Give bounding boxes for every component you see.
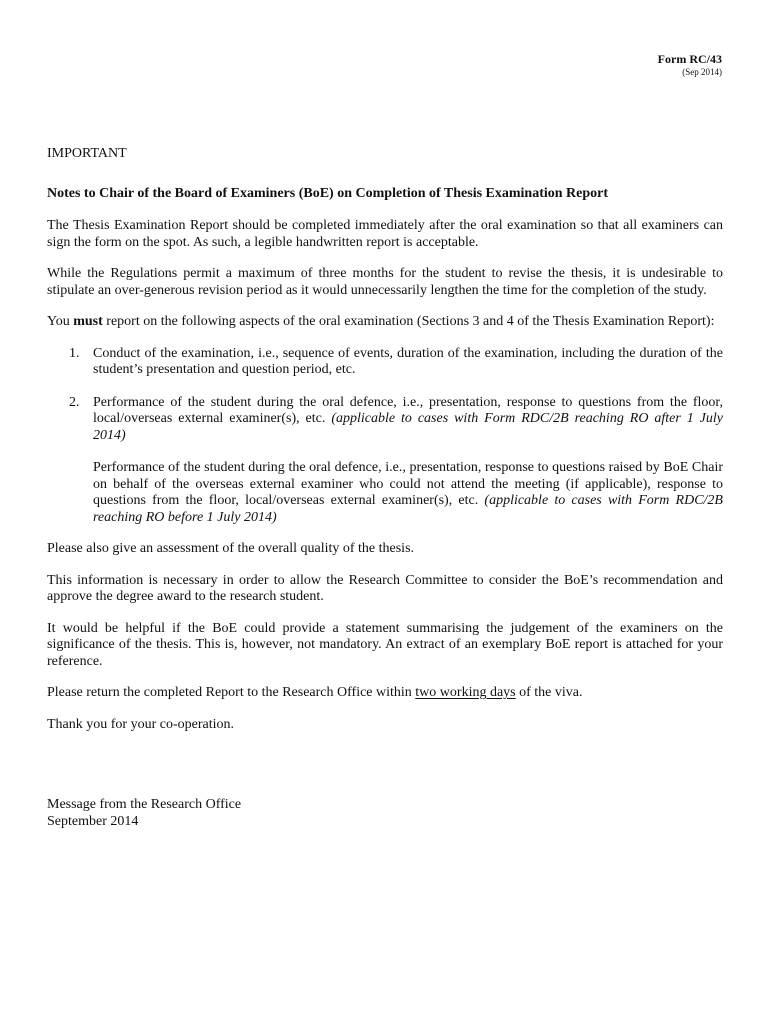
paragraph-report-aspects: [47, 314, 723, 331]
must-emphasis: must: [73, 314, 103, 329]
form-identifier: [658, 53, 722, 77]
list-item-text: Performance of the student during the oral defence, i.e., presentation, response to questions from the floor, local/overseas external examiner(s), etc.: [93, 394, 723, 426]
important-label: IMPORTANT: [47, 146, 127, 161]
paragraph-statement-suggestion: It would be helpful if the BoE could provide a statement summarising the judgement of the examiners on the significance of the thesis. This is, however, not mandatory. An extract of an exemplary BoE report is attached for your reference.: [47, 620, 723, 669]
form-date: (Sep 2014): [682, 66, 722, 77]
form-code: Form RC/43: [657, 52, 722, 66]
list-number: 1.: [69, 345, 80, 361]
p3-post: report on the following aspects of the oral examination (Sections 3 and 4 of the Thesis Examination Report):: [102, 314, 715, 329]
document-body: [47, 146, 723, 830]
list-item: [47, 346, 723, 379]
p7-pre: Please return the completed Report to the Research Office within: [47, 685, 416, 700]
paragraph-information-necessity: This information is necessary in order to allow the Research Committee to consider the BoE’s recommendation and approve the degree award to the research student.: [47, 572, 723, 604]
list-number: 2.: [69, 394, 80, 410]
spacer: [47, 748, 723, 797]
paragraph-thanks: Thank you for your co-operation.: [47, 716, 234, 732]
aspects-list: [47, 346, 723, 445]
sub-paragraph-alternative: [47, 460, 723, 526]
sub-text: Performance of the student during the oral defence, i.e., presentation, response to questions raised by BoE Chair on behalf of the overseas external examiner who could not attend the meeting (if applicable), response to questions from the floor, local/overseas external examiner(s), etc.: [93, 460, 723, 508]
paragraph-return-deadline: [47, 685, 723, 702]
notes-heading: Notes to Chair of the Board of Examiners (BoE) on Completion of Thesis Examination Report: [47, 185, 609, 201]
p7-post: of the viva.: [515, 685, 583, 700]
deadline-underline: two working days: [415, 685, 516, 700]
sub-note: (applicable to cases with Form RDC/2B reaching RO before 1 July 2014): [93, 493, 723, 525]
paragraph-revision-period: While the Regulations permit a maximum of three months for the student to revise the thesis, it is undesirable to stipulate an over-generous revision period as it would unnecessarily lengthen the time for the completion of the study.: [47, 266, 723, 298]
list-item-text: Conduct of the examination, i.e., sequence of events, duration of the examination, including the duration of the student’s presentation and question period, etc.: [93, 345, 723, 377]
list-item: [47, 395, 723, 445]
list-item-note: (applicable to cases with Form RDC/2B reaching RO after 1 July 2014): [93, 411, 723, 443]
footer-date: September 2014: [47, 813, 139, 829]
p3-pre: You: [47, 314, 74, 329]
footer-sender: Message from the Research Office: [47, 797, 242, 812]
paragraph-quality-assessment: Please also give an assessment of the overall quality of the thesis.: [47, 541, 415, 556]
paragraph-report-completion: The Thesis Examination Report should be completed immediately after the oral examination so that all examiners can sign the form on the spot. As such, a legible handwritten report is acceptable.: [47, 218, 723, 250]
